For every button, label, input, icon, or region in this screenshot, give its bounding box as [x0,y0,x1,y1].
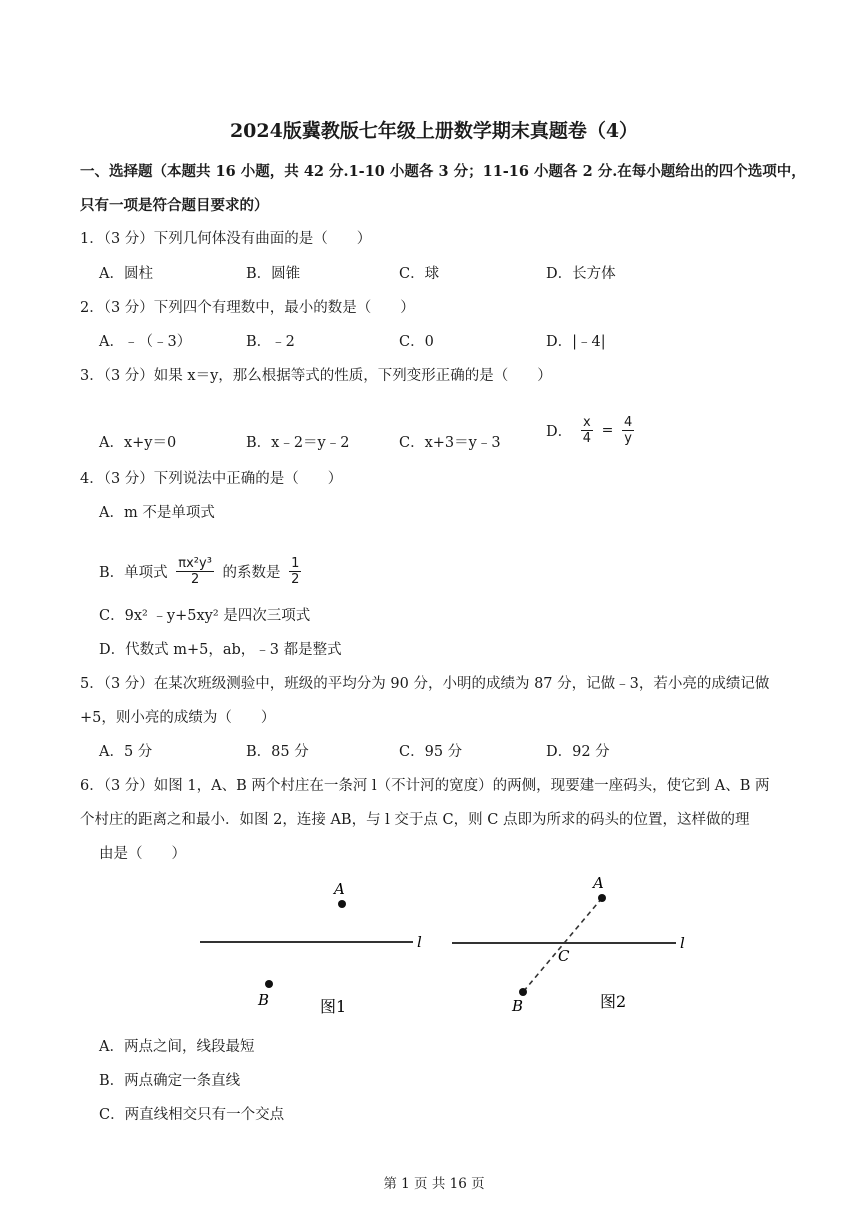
question-3-stem: 3．（3 分）如果 x＝y，那么根据等式的性质，下列变形正确的是（ ） [80,368,552,384]
figure-2 [452,874,685,1015]
q5-option-a: A．5 分 [99,744,153,760]
fig2-point-c-label: C [558,947,570,965]
fig2-line-label: l [680,934,685,952]
section-heading-line1: 一、选择题（本题共 16 小题，共 42 分.1-10 小题各 3 分；11-16 小题各 2 分.在每小题给出的四个选项中， [80,163,806,180]
q2-option-a: A．﹣（﹣3） [99,334,192,350]
q4-b-monomial-fraction [176,556,214,587]
q3-d-fraction-left [581,415,593,446]
q4-option-b-middle: 的系数是 [222,565,281,581]
q4-b-coefficient-denominator: 2 [291,572,300,587]
q3-option-d [546,415,638,446]
page-title: 2024版冀教版七年级上册数学期末真题卷（4） [229,120,639,142]
fig2-point-a [598,894,606,902]
q6-figures [0,860,868,1030]
question-2-stem: 2．（3 分）下列四个有理数中，最小的数是（ ） [80,300,415,316]
q3-d-equals: = [601,422,614,439]
fig1-point-b-label: B [258,991,270,1009]
q3-d-left-numerator: x [583,415,591,430]
q3-option-c: C．x+3＝y﹣3 [399,435,501,451]
q4-b-coefficient-fraction [289,556,301,587]
fig2-point-b-label: B [512,997,524,1015]
q6-option-c: C．两直线相交只有一个交点 [99,1107,285,1123]
q1-option-c: C．球 [399,266,440,282]
q6-option-a: A．两点之间，线段最短 [99,1039,255,1055]
q3-d-right-denominator: y [624,431,632,446]
q4-option-d: D．代数式 m+5，ab，﹣3 都是整式 [99,642,342,658]
question-4-stem: 4．（3 分）下列说法中正确的是（ ） [80,471,343,487]
q1-option-b: B．圆锥 [246,266,301,282]
q3-d-fraction-right [622,415,634,446]
fig2-caption: 图2 [600,992,627,1011]
q3-option-a: A．x+y＝0 [99,435,177,451]
fig1-caption: 图1 [320,997,347,1016]
figure-1 [200,880,422,1016]
fig1-point-a-label: A [334,880,345,898]
question-5-stem-line1: 5．（3 分）在某次班级测验中，班级的平均分为 90 分，小明的成绩为 87 分，记做﹣3，若小亮的成绩记做 [80,676,770,692]
q4-option-a: A．m 不是单项式 [99,505,215,521]
q2-option-d: D．|﹣4| [546,334,606,350]
q6-option-b: B．两点确定一条直线 [99,1073,241,1089]
page-footer: 第 1 页 共 16 页 [383,1176,485,1192]
q5-option-d: D．92 分 [546,744,610,760]
q3-option-d-label: D． [546,424,573,440]
fig1-point-a [338,900,346,908]
q4-b-coefficient-numerator: 1 [291,556,300,571]
q1-option-a: A．圆柱 [99,266,153,282]
question-6-stem-line2: 个村庄的距离之和最小．如图 2，连接 AB，与 l 交于点 C，则 C 点即为所求的码头的位置，这样做的理 [80,812,750,828]
q4-option-b [99,556,305,587]
q4-option-b-prefix: B．单项式 [99,565,168,581]
q4-b-monomial-denominator: 2 [190,572,200,587]
q5-option-c: C．95 分 [399,744,463,760]
fig1-point-b [265,980,273,988]
q3-d-right-numerator: 4 [623,415,633,430]
q5-option-b: B．85 分 [246,744,309,760]
q1-option-d: D．长方体 [546,266,616,282]
q4-b-monomial-numerator: πx²y³ [178,556,212,571]
fig2-segment-ab [523,898,602,992]
fig2-point-a-label: A [593,874,604,892]
question-6-stem-line1: 6．（3 分）如图 1，A、B 两个村庄在一条河 l（不计河的宽度）的两侧，现要建一座码头，使它到 A、B 两 [80,778,770,794]
question-5-stem-line2: +5，则小亮的成绩为（ ） [80,710,276,726]
q3-option-b: B．x﹣2＝y﹣2 [246,435,350,451]
question-6-stem-line3: 由是（ ） [99,846,186,862]
q3-d-left-denominator: 4 [582,431,592,446]
q2-option-b: B．﹣2 [246,334,295,350]
q4-option-c: C．9x² ﹣y+5xy² 是四次三项式 [99,608,311,624]
fig1-line-label: l [417,933,422,951]
question-1-stem: 1．（3 分）下列几何体没有曲面的是（ ） [80,231,372,247]
section-heading-line2: 只有一项是符合题目要求的） [80,197,269,214]
fig2-point-b [519,988,527,996]
q2-option-c: C．0 [399,334,434,350]
